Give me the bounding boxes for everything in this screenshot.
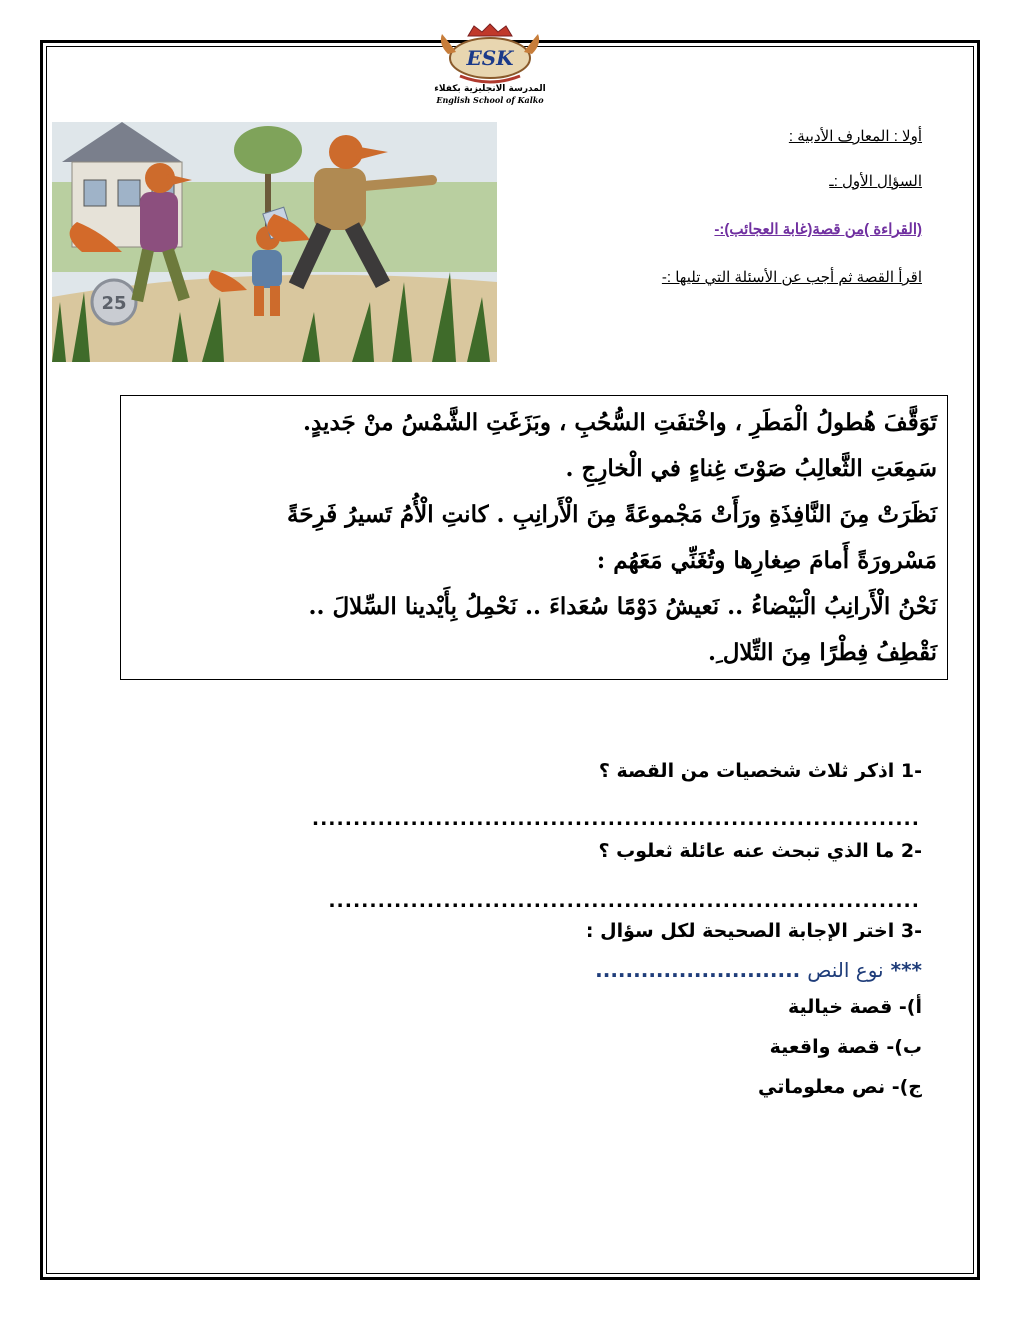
logo-letters: ESK xyxy=(466,46,514,70)
answer-line-1[interactable]: .......................................................................... xyxy=(311,808,920,828)
option-b-text: قصة واقعية xyxy=(769,1036,880,1058)
logo-english-text: English School of Kalko xyxy=(436,95,544,105)
question-3-number: 3- xyxy=(900,920,922,942)
story-line-5: نَحْنُ الْأَرانِبُ الْبَيْضاءُ .. نَعيشُ دَوْمًا سُعَداءَ .. نَحْمِلُ بِأَيْدينا السِّلالَ .. xyxy=(308,593,937,620)
story-line-3: نَظَرَتْ مِنَ النَّافِذَةِ ورَأَتْ مَجْموعَةً مِنَ الْأَرانِبِ . كانتِ الْأُمُ تَسيرُ فَرِحَةً xyxy=(287,501,937,528)
question-3 xyxy=(586,920,922,942)
question-3-text: اختر الإجابة الصحيحة لكل سؤال : xyxy=(585,920,895,942)
option-a-letter: أ)- xyxy=(898,996,922,1018)
question-one-heading: السؤال الأول :ـ xyxy=(829,173,922,190)
question-2-number: 2- xyxy=(900,840,922,862)
option-b[interactable] xyxy=(770,1036,922,1058)
text-type-blank[interactable]: ........................... xyxy=(595,958,801,982)
question-1-text: اذكر ثلاث شخصيات من القصة ؟ xyxy=(598,760,895,782)
stars-marker: *** xyxy=(890,958,922,982)
fox-family-illustration xyxy=(52,122,497,362)
option-a[interactable] xyxy=(788,996,922,1018)
question-2-text: ما الذي تبحث عنه عائلة ثعلوب ؟ xyxy=(598,840,895,862)
section-heading: أولا : المعارف الأدبية : xyxy=(788,128,922,145)
question-1 xyxy=(599,760,922,782)
reading-title: (القراءة )من قصة(غابة العجائب):- xyxy=(714,221,922,238)
text-type-question xyxy=(595,958,922,982)
option-c-text: نص معلوماتي xyxy=(758,1076,886,1098)
option-c-letter: ج)- xyxy=(891,1076,922,1098)
logo-arabic-text: المدرسة الانجليزية بكفلاء xyxy=(434,84,546,94)
text-type-label: نوع النص xyxy=(807,958,884,982)
instruction-line: اقرأ القصة ثم أجب عن الأسئلة التي تليها :- xyxy=(661,269,922,286)
story-line-6: نَقْطِفُ فِطْرًا مِنَ التِّلال ِ. xyxy=(707,639,937,666)
option-c[interactable] xyxy=(758,1076,922,1098)
option-b-letter: ب)- xyxy=(886,1036,922,1058)
story-box xyxy=(120,395,948,680)
anniversary-badge xyxy=(92,280,136,324)
option-a-text: قصة خيالية xyxy=(787,996,893,1018)
answer-line-2[interactable]: ........................................................................ xyxy=(328,890,920,910)
badge-number: 25 xyxy=(101,293,127,314)
story-line-1: تَوَقَّفَ هُطولُ الْمَطَرِ ، واخْتفَتِ السُّحُبِ ، وبَزَغَتِ الشَّمْسُ منْ جَديدٍ. xyxy=(302,409,937,436)
story-line-4: مَسْرورَةً أَمامَ صِغارِها وتُغَنِّي مَعَهُم : xyxy=(596,547,937,574)
question-1-number: 1- xyxy=(900,760,922,782)
story-line-2: سَمِعَتِ الثَّعالِبُ صَوْتَ غِناءٍ في الْخارِجِ . xyxy=(565,455,937,482)
question-2 xyxy=(599,840,922,862)
